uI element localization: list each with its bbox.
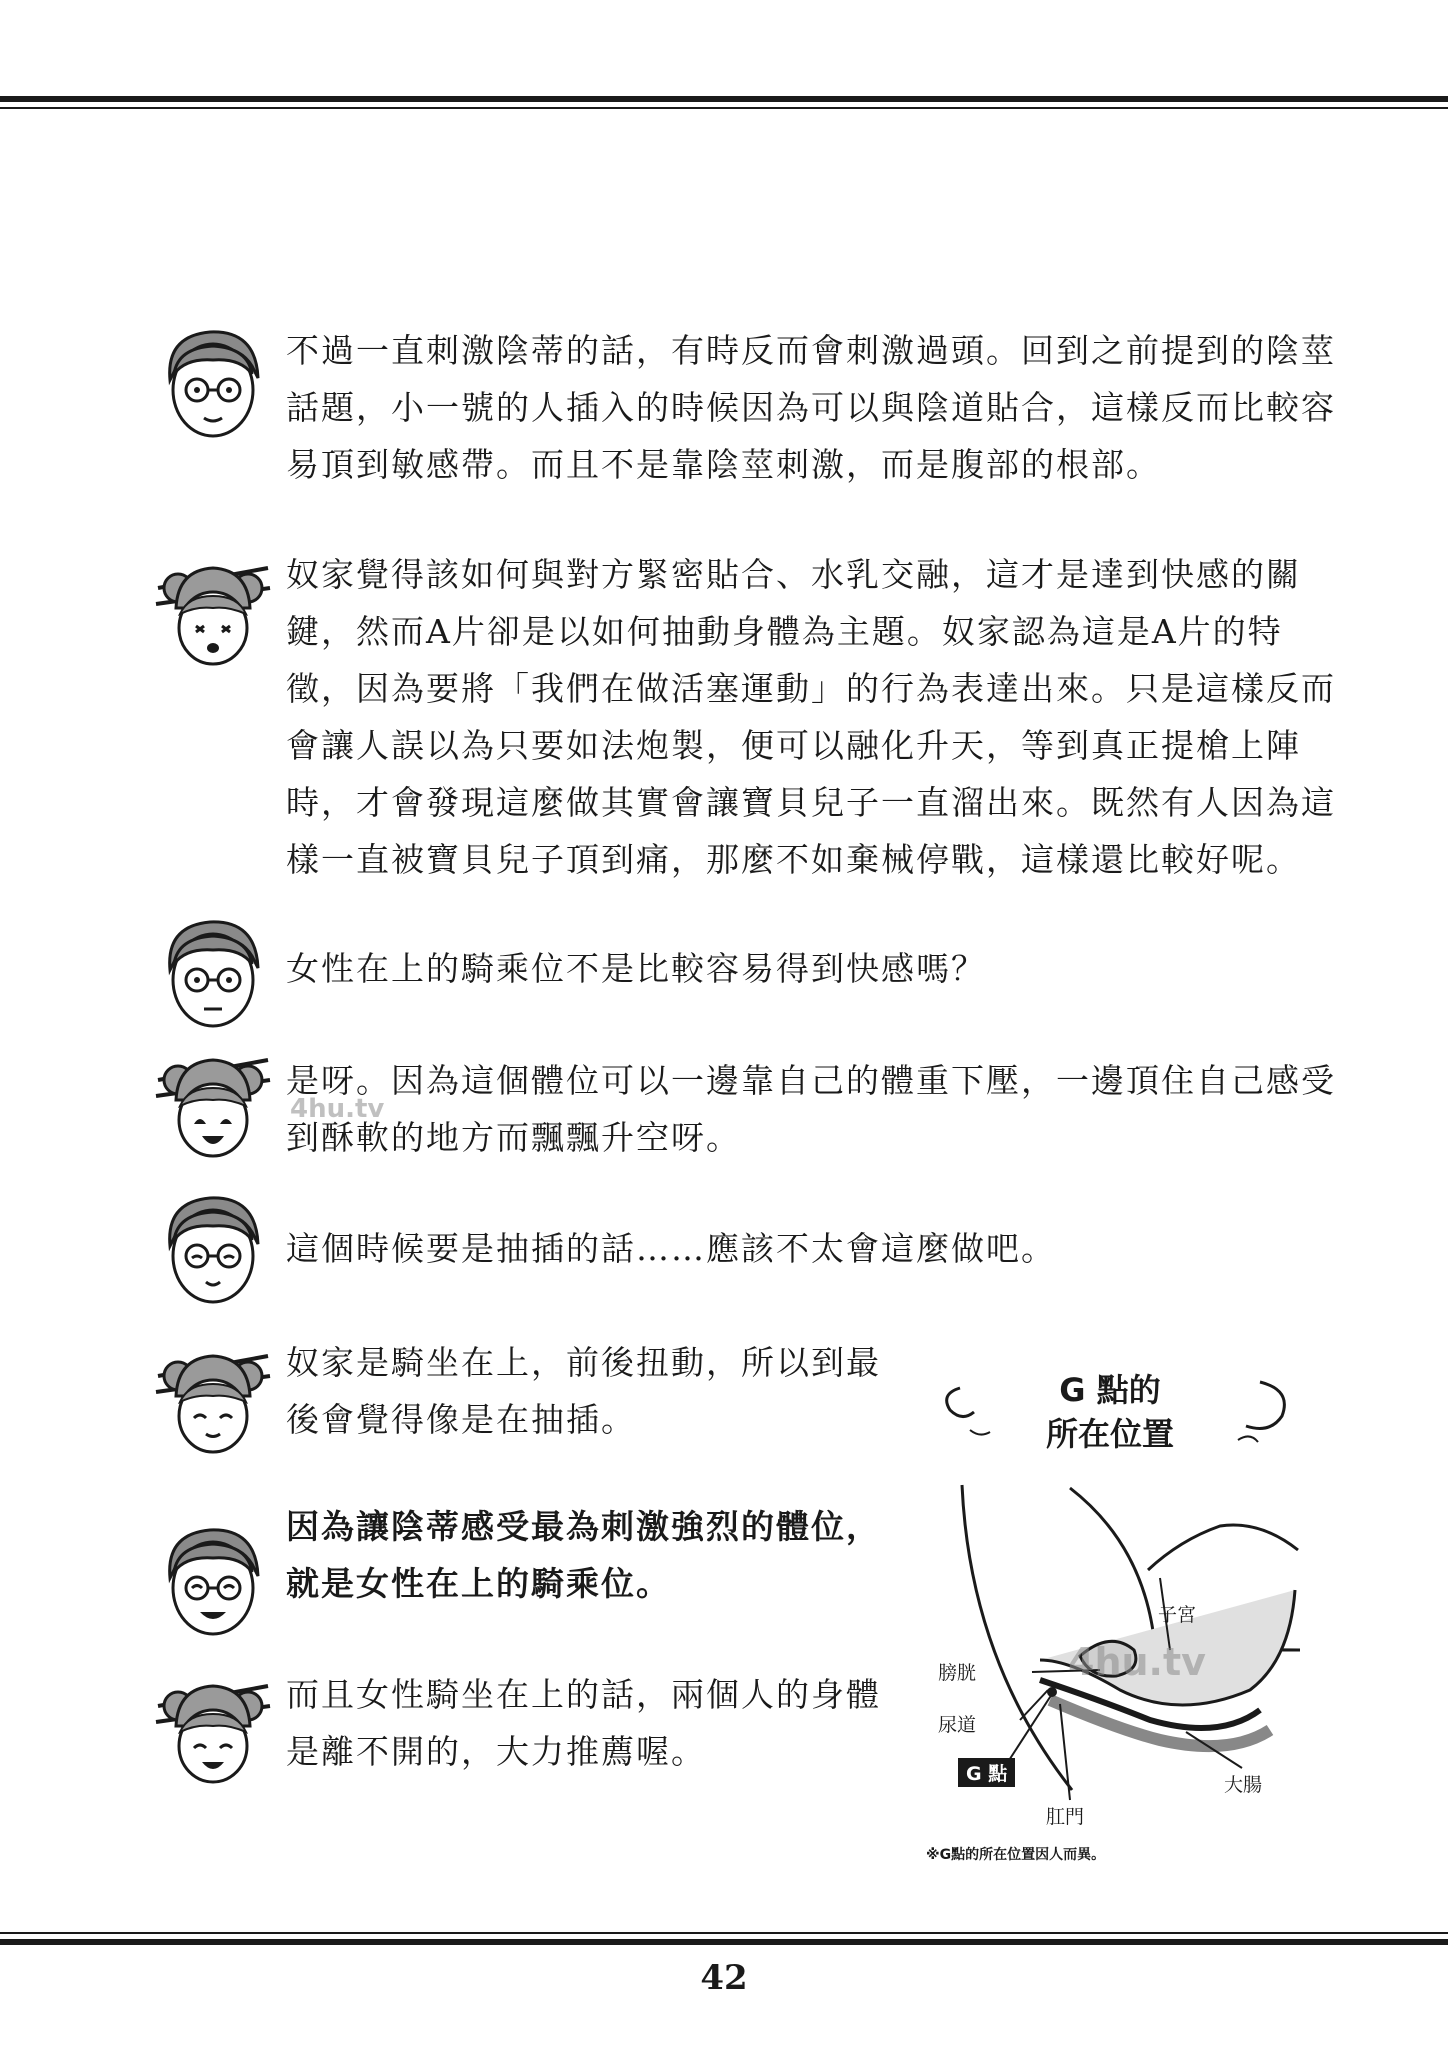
g-spot-diagram: [920, 1360, 1300, 1880]
label-urethra: 尿道: [938, 1714, 977, 1736]
dialogue-text-emphasis: 因為讓陰蒂感受最為刺激強烈的體位， 就是女性在上的騎乘位。: [286, 1507, 881, 1603]
dialogue-text: 奴家是騎坐在上，前後扭動，所以到最 後會覺得像是在抽插。: [286, 1343, 881, 1439]
label-g-spot: G 點: [958, 1758, 1015, 1787]
label-bladder: 膀胱: [938, 1662, 977, 1684]
label-colon: 大腸: [1224, 1774, 1263, 1796]
label-uterus: 子宮: [1158, 1604, 1197, 1626]
woman-avatar-icon: [148, 1666, 278, 1796]
man-avatar-icon: [148, 1184, 278, 1314]
dialogue-text: 奴家覺得該如何與對方緊密貼合、水乳交融，這才是達到快感的關 鍵，然而A片卻是以如何抽動身體為主題。奴家認為這是A片的特 徵，因為要將「我們在做活塞運動」的行為表達出來。只是這樣反而 會讓人誤以為只要如法炮製，便可以融化升天，等到真正提槍上陣 時，才會發現這麼做其實會讓寶貝兒子一直溜出來。既然有人因為這 樣一直被寶貝兒子頂到痛，那麼不如棄械停戰，這樣還比較好呢。: [286, 555, 1336, 879]
man-avatar-icon: [148, 1516, 278, 1646]
figure-footnote: ※G點的所在位置因人而異。: [926, 1847, 1106, 1863]
dialogue-text: 女性在上的騎乘位不是比較容易得到快感嗎？: [286, 949, 986, 988]
label-anus: 肛門: [1046, 1806, 1085, 1828]
top-border-rule: [0, 96, 1448, 109]
dialogue-text: 不過一直刺激陰蒂的話，有時反而會刺激過頭。回到之前提到的陰莖 話題，小一號的人插入的時候因為可以與陰道貼合，這樣反而比較容 易頂到敏感帶。而且不是靠陰莖刺激，而是腹部的根部。: [286, 331, 1336, 484]
page-number: 42: [700, 1958, 748, 1998]
watermark: 4hu.tv: [290, 1094, 385, 1124]
watermark: 4hu.tv: [1068, 1640, 1206, 1684]
man-avatar-icon: [148, 908, 278, 1038]
dialogue-text: 這個時候要是抽插的話……應該不太會這麼做吧。: [286, 1229, 1056, 1268]
dialogue-text: 是呀。因為這個體位可以一邊靠自己的體重下壓，一邊頂住自己感受 到酥軟的地方而飄飄升空呀。: [286, 1061, 1336, 1157]
figure-title: G 點的 所在位置: [1045, 1371, 1174, 1453]
bottom-border-rule: [0, 1932, 1448, 1945]
woman-avatar-icon: [148, 1040, 278, 1170]
woman-avatar-icon: [148, 1336, 278, 1466]
man-avatar-icon: [148, 318, 278, 448]
dialogue-text: 而且女性騎坐在上的話，兩個人的身體 是離不開的，大力推薦喔。: [286, 1675, 881, 1771]
woman-avatar-icon: [148, 548, 278, 678]
